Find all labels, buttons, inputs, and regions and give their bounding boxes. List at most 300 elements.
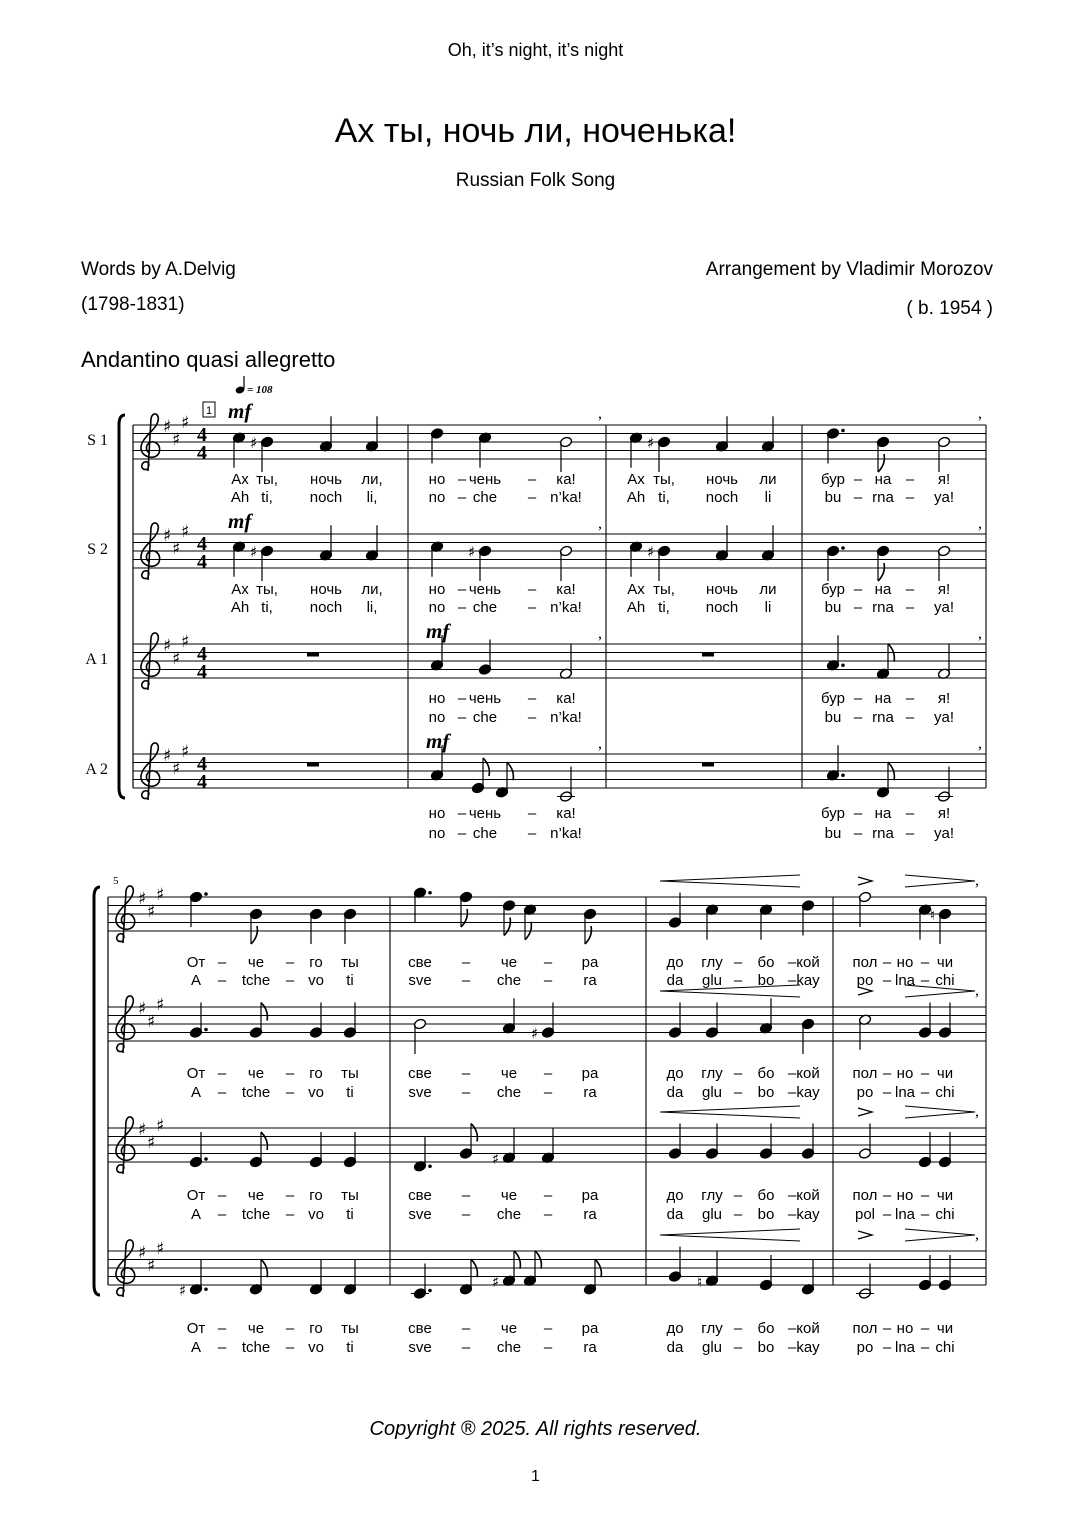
lyric-s2-ru: кой [796, 1065, 820, 1082]
lyric-s1-ru: ли, [361, 471, 383, 488]
staff-label: S 2 [87, 541, 108, 558]
lyric-s1-ru: – [853, 471, 863, 488]
lyric-s1-en: A [190, 972, 202, 989]
lyric-s2-ru: – [787, 1065, 797, 1082]
lyric-s2-ru: ты [341, 1065, 359, 1082]
note-dot [428, 1164, 432, 1168]
lyric-a1-ru: От [186, 1187, 206, 1204]
lyric-s2-en: – [527, 599, 537, 616]
natural-icon: ♮ [930, 906, 936, 924]
lyric-s1-en: li [764, 489, 772, 506]
lyric-s2-ru: на [874, 581, 892, 598]
dynamic-mf: mf [228, 509, 252, 533]
breath-mark: , [598, 735, 602, 752]
lyric-s1-ru: – [787, 954, 797, 971]
lyric-a2-ru: – [543, 1320, 553, 1337]
lyric-s1-ru: пол [852, 954, 878, 971]
lyric-a2-ru: – [905, 805, 915, 822]
time-signature-bottom: 4 [197, 771, 207, 793]
lyric-a1-en: A [190, 1206, 202, 1223]
lyric-a2-en: – [285, 1339, 295, 1356]
sharp-icon: ♯ [147, 1011, 156, 1032]
breath-mark: , [975, 872, 979, 889]
lyric-s1-en: che [496, 972, 522, 989]
dynamic-mf: mf [426, 619, 450, 643]
lyric-s2-ru: – [527, 581, 537, 598]
lyric-a2-ru: я! [937, 805, 951, 822]
time-signature-top: 4 [197, 533, 207, 555]
lyric-a2-en: – [461, 1339, 471, 1356]
lyric-a2-en: che [472, 825, 498, 842]
lyric-s2-ru: ка! [556, 581, 576, 598]
lyric-s2-en: noch [309, 599, 343, 616]
lyric-a2-en: no [428, 825, 446, 842]
sharp-icon: ♯ [172, 648, 181, 669]
lyric-a1-en: bu [824, 709, 842, 726]
lyric-a1-ru: – [457, 690, 467, 707]
lyric-s2-ru: ты, [653, 581, 675, 598]
lyric-a2-ru: бо [757, 1320, 775, 1337]
lyric-s2-en: vo [308, 1084, 324, 1101]
lyric-s1-ru: – [217, 954, 227, 971]
lyric-s2-ru: но [428, 581, 446, 598]
lyric-a2-en: – [920, 1339, 930, 1356]
note-dot [841, 773, 845, 777]
lyric-s2-en: – [733, 1084, 743, 1101]
lyric-s1-en: ti, [261, 489, 273, 506]
lyric-a2-ru: бур [821, 805, 845, 822]
metronome-mark [235, 376, 273, 396]
lyric-s1-ru: чень [468, 471, 502, 488]
lyric-a2-ru: – [527, 805, 537, 822]
lyric-a2-en: ra [583, 1339, 597, 1356]
lyric-a2-ru: до [666, 1320, 684, 1337]
crescendo-hairpin [660, 875, 800, 887]
lyric-s1-ru: ка! [556, 471, 576, 488]
crescendo-hairpin [660, 1106, 800, 1118]
time-signature-bottom: 4 [197, 551, 207, 573]
sharp-icon: ♯ [172, 429, 181, 450]
lyric-a1-en: – [905, 709, 915, 726]
lyric-s2-en: kay [796, 1084, 820, 1101]
note-dot [428, 1289, 432, 1293]
lyric-a2-en: che [496, 1339, 522, 1356]
whole-rest-icon [702, 653, 714, 657]
lyric-a2-ru: – [920, 1320, 930, 1337]
lyric-s1-en: ra [583, 972, 597, 989]
rehearsal-mark: 1 [205, 405, 213, 417]
lyric-s2-en: Ah [230, 599, 250, 616]
lyric-s2-en: – [285, 1084, 295, 1101]
system-bracket [94, 887, 100, 1295]
lyric-s1-ru: бур [821, 471, 845, 488]
lyric-s2-en: noch [705, 599, 739, 616]
lyric-a2-en: kay [796, 1339, 820, 1356]
lyric-a1-ru: – [787, 1187, 797, 1204]
lyric-s1-en: tche [241, 972, 271, 989]
lyric-a1-ru: ты [341, 1187, 359, 1204]
lyric-s1-ru: бо [757, 954, 775, 971]
breath-mark: , [978, 515, 982, 532]
staff-label: S 1 [87, 432, 108, 449]
note-flag [483, 758, 489, 776]
lyric-s2-ru: я! [937, 581, 951, 598]
note-flag [878, 454, 884, 472]
sharp-icon: ♯ [181, 631, 190, 652]
sharp-icon: ♯ [468, 543, 476, 561]
lyric-a2-en: bu [824, 825, 842, 842]
lyric-s2-en: no [428, 599, 446, 616]
lyric-s2-ru: глу [701, 1065, 723, 1082]
lyric-s1-ru: Ах [627, 471, 645, 488]
lyric-a2-en: lna [894, 1339, 916, 1356]
lyric-a1-en: – [787, 1206, 797, 1223]
tempo-marking: Andantino quasi allegretto [81, 347, 336, 372]
breath-mark: , [978, 735, 982, 752]
lyric-a1-ru: – [905, 690, 915, 707]
lyric-s1-en: noch [309, 489, 343, 506]
lyric-a1-en: – [527, 709, 537, 726]
lyric-s1-ru: Ах [231, 471, 249, 488]
lyric-s1-ru: но [428, 471, 446, 488]
lyric-a2-en: chi [935, 1339, 955, 1356]
lyric-a2-ru: чень [468, 805, 502, 822]
lyric-a1-en: no [428, 709, 446, 726]
lyric-s1-en: – [853, 489, 863, 506]
note-flag [585, 926, 591, 944]
lyric-a2-ru: го [309, 1320, 323, 1337]
lyric-a2-en: n’ka! [550, 825, 582, 842]
lyric-s2-en: – [920, 1084, 930, 1101]
breath-mark: , [598, 625, 602, 642]
metronome-value: = 108 [247, 384, 273, 396]
lyric-s1-ru: ты, [256, 471, 278, 488]
dynamic-mf: mf [228, 399, 252, 423]
lyric-a1-en: – [920, 1206, 930, 1223]
lyric-a1-en: pol [854, 1206, 876, 1223]
lyric-s1-ru: ли [759, 471, 777, 488]
lyric-a2-ru: че [500, 1320, 518, 1337]
arranger-credit: Arrangement by Vladimir Morozov [705, 259, 993, 280]
lyric-s2-ru: бур [821, 581, 845, 598]
sharp-icon: ♯ [181, 741, 190, 762]
lyric-a1-ru: но [896, 1187, 914, 1204]
lyric-a2-ru: на [874, 805, 892, 822]
lyric-s1-en: – [527, 489, 537, 506]
lyric-a1-ru: ка! [556, 690, 576, 707]
lyric-s1-en: – [920, 972, 930, 989]
lyric-s1-ru: до [666, 954, 684, 971]
lyric-a2-ru: чи [936, 1320, 954, 1337]
lyric-s2-ru: – [461, 1065, 471, 1082]
sharp-icon: ♯ [156, 884, 165, 905]
lyric-a2-en: – [527, 825, 537, 842]
lyric-a1-ru: че [500, 1187, 518, 1204]
lyric-s2-ru: го [309, 1065, 323, 1082]
lyric-a2-en: po [856, 1339, 874, 1356]
lyric-s1-en: vo [308, 972, 324, 989]
sharp-icon: ♯ [531, 1024, 539, 1043]
lyric-s1-ru: ночь [310, 471, 342, 488]
lyric-s2-en: po [856, 1084, 874, 1101]
lyric-s2-ru: Ах [231, 581, 249, 598]
lyric-s1-en: – [905, 489, 915, 506]
lyric-s1-ru: све [408, 954, 432, 971]
lyric-s2-en: ti, [658, 599, 670, 616]
lyric-s1-en: rna [872, 489, 894, 506]
sharp-icon: ♯ [172, 758, 181, 779]
lyric-a1-en: ti [346, 1206, 354, 1223]
note-dot [841, 546, 845, 550]
lyric-a2-ru: пол [852, 1320, 878, 1337]
breath-mark: , [598, 405, 602, 422]
lyric-s2-en: bu [824, 599, 842, 616]
lyric-s1-en: n’ka! [550, 489, 582, 506]
lyric-a1-en: n’ka! [550, 709, 582, 726]
lyric-a1-ru: чень [468, 690, 502, 707]
lyric-s1-en: – [787, 972, 797, 989]
lyric-s2-ru: чень [468, 581, 502, 598]
lyric-s2-en: glu [701, 1084, 723, 1101]
lyric-a2-en: tche [241, 1339, 271, 1356]
arranger-years: ( b. 1954 ) [906, 298, 993, 319]
lyric-s2-en: – [461, 1084, 471, 1101]
lyric-a1-ru: че [247, 1187, 265, 1204]
lyric-a1-en: glu [701, 1206, 723, 1223]
lyric-a1-en: chi [935, 1206, 955, 1223]
lyric-a2-ru: – [217, 1320, 227, 1337]
lyric-s1-ru: От [186, 954, 206, 971]
accent-mark [858, 1231, 872, 1239]
lyric-a2-en: rna [872, 825, 894, 842]
lyric-a2-en: – [905, 825, 915, 842]
lyric-s2-ru: бо [757, 1065, 775, 1082]
lyric-a2-ru: ка! [556, 805, 576, 822]
lyric-a1-en: che [472, 709, 498, 726]
time-signature-top: 4 [197, 643, 207, 665]
lyric-s1-en: sve [408, 972, 432, 989]
system-bracket [119, 415, 125, 798]
lyric-s2-ru: ночь [310, 581, 342, 598]
lyric-s2-ru: – [905, 581, 915, 598]
time-signature-top: 4 [197, 753, 207, 775]
time-signature-bottom: 4 [197, 442, 207, 464]
lyric-s1-en: glu [701, 972, 723, 989]
lyric-a1-ru: го [309, 1187, 323, 1204]
lyric-a1-en: ya! [933, 709, 955, 726]
note-flag [261, 1132, 267, 1150]
sharp-icon: ♯ [147, 901, 156, 922]
lyric-s2-en: – [457, 599, 467, 616]
lyric-a2-en: – [543, 1339, 553, 1356]
note-dot [204, 1157, 208, 1161]
lyric-s2-ru: – [920, 1065, 930, 1082]
decrescendo-hairpin [905, 1229, 975, 1241]
note-flag [261, 1003, 267, 1021]
lyric-s2-en: – [787, 1084, 797, 1101]
lyric-s1-en: kay [796, 972, 820, 989]
lyric-s1-en: – [543, 972, 553, 989]
time-signature-top: 4 [197, 424, 207, 446]
lyric-s2-en: bo [757, 1084, 775, 1101]
lyric-a2-ru: – [853, 805, 863, 822]
lyric-s2-en: – [853, 599, 863, 616]
accent-mark [858, 877, 872, 885]
sharp-icon: ♯ [163, 417, 172, 437]
sharp-icon: ♯ [147, 1132, 156, 1153]
lyric-a2-en: – [733, 1339, 743, 1356]
sharp-icon: ♯ [163, 636, 172, 656]
lyric-s1-en: – [882, 972, 892, 989]
lyric-s2-en: sve [408, 1084, 432, 1101]
lyric-a1-en: tche [241, 1206, 271, 1223]
time-signature-bottom: 4 [197, 661, 207, 683]
note-flag [471, 1124, 477, 1142]
lyric-a1-ru: све [408, 1187, 432, 1204]
measure-number: 5 [113, 875, 119, 887]
lyric-s1-en: bu [824, 489, 842, 506]
sharp-icon: ♯ [181, 521, 190, 542]
natural-icon: ♮ [697, 1272, 703, 1291]
lyric-s2-en: li, [366, 599, 378, 616]
lyric-s1-en: da [666, 972, 684, 989]
lyric-a1-ru: бо [757, 1187, 775, 1204]
lyric-a2-ru: све [408, 1320, 432, 1337]
page-title: Ах ты, ночь ли, ноченька! [334, 112, 737, 150]
accent-mark [858, 1108, 872, 1116]
lyric-s2-ru: – [853, 581, 863, 598]
lyric-s1-en: – [217, 972, 227, 989]
lyric-s2-en: Ah [626, 599, 646, 616]
lyric-s1-en: Ah [626, 489, 646, 506]
whole-rest-icon [307, 763, 319, 767]
lyric-s1-en: che [472, 489, 498, 506]
lyric-s2-ru: пол [852, 1065, 878, 1082]
lyric-s1-en: po [856, 972, 874, 989]
lyric-a1-ru: бур [821, 690, 845, 707]
lyric-s1-ru: ра [581, 954, 599, 971]
lyric-a2-en: ti [346, 1339, 354, 1356]
lyric-a2-en: da [666, 1339, 684, 1356]
lyric-s1-en: Ah [230, 489, 250, 506]
lyric-s2-ru: до [666, 1065, 684, 1082]
lyric-s1-ru: кой [796, 954, 820, 971]
lyric-a1-en: – [217, 1206, 227, 1223]
lyric-s2-en: chi [935, 1084, 955, 1101]
lyric-a1-en: da [666, 1206, 684, 1223]
lyric-s2-en: – [905, 599, 915, 616]
lyric-s1-ru: чи [936, 954, 954, 971]
staff-label: A 2 [85, 761, 108, 778]
lyric-s1-en: ti [346, 972, 354, 989]
lyric-s2-en: ra [583, 1084, 597, 1101]
lyric-a1-ru: но [428, 690, 446, 707]
lyric-s1-ru: че [247, 954, 265, 971]
sharp-icon: ♯ [156, 994, 165, 1015]
lyric-a2-en: A [190, 1339, 202, 1356]
whole-rest-icon [307, 653, 319, 657]
lyric-a1-ru: – [285, 1187, 295, 1204]
lyric-s1-ru: – [733, 954, 743, 971]
lyric-s1-ru: – [461, 954, 471, 971]
sharp-icon: ♯ [250, 543, 258, 561]
lyric-s1-ru: – [920, 954, 930, 971]
sharp-icon: ♯ [138, 1243, 147, 1263]
lyric-s1-ru: ты [341, 954, 359, 971]
lyric-a1-en: – [285, 1206, 295, 1223]
lyric-s1-ru: ты, [653, 471, 675, 488]
note-flag [461, 909, 467, 927]
breath-mark: , [975, 982, 979, 999]
lyric-a1-en: che [496, 1206, 522, 1223]
sharp-icon: ♯ [156, 1115, 165, 1136]
lyric-s2-en: ya! [933, 599, 955, 616]
sharp-icon: ♯ [138, 999, 147, 1019]
sharp-icon: ♯ [179, 1281, 187, 1300]
lyric-s2-ru: – [882, 1065, 892, 1082]
sharp-icon: ♯ [181, 412, 190, 433]
sharp-icon: ♯ [250, 434, 258, 452]
lyric-a2-ru: ты [341, 1320, 359, 1337]
lyric-a1-ru: – [920, 1187, 930, 1204]
song-subtitle: Russian Folk Song [455, 170, 616, 191]
lyric-a1-ru: глу [701, 1187, 723, 1204]
lyric-s1-en: chi [935, 972, 955, 989]
lyric-a2-ru: – [882, 1320, 892, 1337]
note-flag [504, 918, 510, 936]
lyric-a1-en: – [733, 1206, 743, 1223]
lyric-a2-ru: – [285, 1320, 295, 1337]
whole-rest-icon [702, 763, 714, 767]
lyric-a1-en: rna [872, 709, 894, 726]
lyric-s2-en: da [666, 1084, 684, 1101]
lyric-s1-en: – [457, 489, 467, 506]
note-dot [204, 1287, 208, 1291]
lyric-a1-ru: – [527, 690, 537, 707]
sharp-icon: ♯ [163, 746, 172, 766]
breath-mark: , [598, 515, 602, 532]
lyric-s1-ru: я! [937, 471, 951, 488]
lyric-a1-ru: – [853, 690, 863, 707]
lyric-s2-en: – [882, 1084, 892, 1101]
note-flag [878, 563, 884, 581]
lyric-s2-ru: – [457, 581, 467, 598]
note-flag [251, 926, 257, 944]
lyric-s1-en: ti, [658, 489, 670, 506]
lyric-s2-ru: – [543, 1065, 553, 1082]
lyric-a1-ru: – [733, 1187, 743, 1204]
lyric-a1-ru: до [666, 1187, 684, 1204]
lyric-s1-en: bo [757, 972, 775, 989]
lyric-a1-en: – [882, 1206, 892, 1223]
lyric-a2-ru: че [247, 1320, 265, 1337]
lyric-s2-ru: све [408, 1065, 432, 1082]
lyric-a2-ru: – [733, 1320, 743, 1337]
sharp-icon: ♯ [147, 1255, 156, 1276]
lyric-s2-ru: ра [581, 1065, 599, 1082]
lyric-a1-en: ra [583, 1206, 597, 1223]
lyric-a1-ru: – [217, 1187, 227, 1204]
lyric-s1-ru: – [543, 954, 553, 971]
lyric-s1-en: no [428, 489, 446, 506]
lyric-s1-ru: но [896, 954, 914, 971]
decrescendo-hairpin [905, 875, 975, 887]
lyric-a1-ru: ра [581, 1187, 599, 1204]
lyric-s2-en: – [543, 1084, 553, 1101]
lyric-a1-ru: – [543, 1187, 553, 1204]
sharp-icon: ♯ [647, 434, 655, 452]
lyric-s2-en: ti [346, 1084, 354, 1101]
